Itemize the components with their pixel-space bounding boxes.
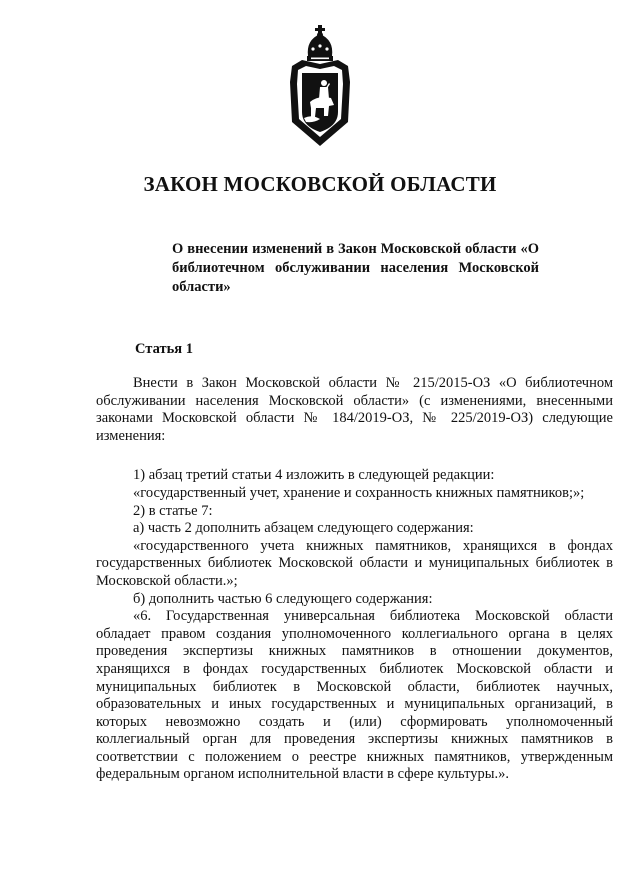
law-subject: О внесении изменений в Закон Московской области «О библиотечном обслуживании населения Московской области» xyxy=(172,241,539,295)
article-heading: Статья 1 xyxy=(135,341,193,357)
body-paragraph: «6. Государственная универсальная библиотека Московской области обладает правом создания уполномоченного коллегиального органа в целях проведения экспертизы книжных памятников в отношении документов, хранящихся в фондах государственных библиотек Московской области и муниципальных библиотек в Московской области, библиотек научных, образовательных и иных государственных и муниципальных организаций, в которых невозможно создать и (или) сформировать уполномоченный коллегиальный орган для проведения экспертизы книжных памятников в соответствии с положением о реестре книжных памятников, утвержденным федеральным органом исполнительной власти в сфере культуры.». xyxy=(96,608,613,783)
coat-of-arms-icon xyxy=(284,22,356,150)
body-paragraph: б) дополнить частью 6 следующего содержания: xyxy=(133,590,433,607)
article-body xyxy=(96,375,613,784)
body-paragraph: Внести в Закон Московской области № 215/2015-ОЗ «О библиотечном обслуживании населения Московской области» (с изменениями, внесенными законами Московской области № 184/2019-ОЗ, № 225/2019-ОЗ) следующие изменения: xyxy=(96,375,613,444)
body-paragraph: «государственный учет, хранение и сохранность книжных памятников;»; xyxy=(133,484,585,501)
body-paragraph: 2) в статье 7: xyxy=(133,502,213,519)
body-paragraph: 1) абзац третий статьи 4 изложить в следующей редакции: xyxy=(133,467,495,484)
body-paragraph: а) часть 2 дополнить абзацем следующего содержания: xyxy=(133,520,474,537)
body-paragraph: «государственного учета книжных памятников, хранящихся в фондах государственных библиотек Московской области и муниципальных библиотек в Московской области.»; xyxy=(96,537,613,589)
law-title: ЗАКОН МОСКОВСКОЙ ОБЛАСТИ xyxy=(143,172,497,196)
